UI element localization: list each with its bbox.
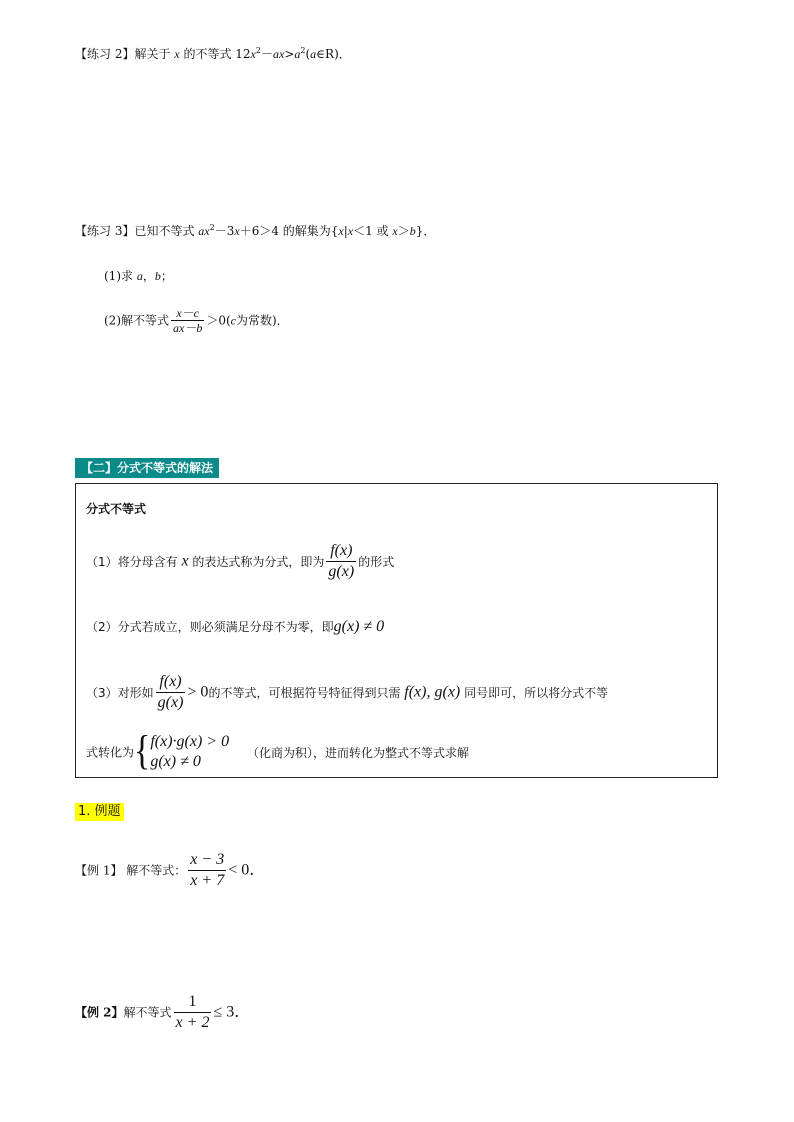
exercise-2-text: 解关于 xyxy=(134,47,171,61)
case-line-2: g(x) ≠ 0 xyxy=(150,753,201,770)
example-2-label: 【例 2】 xyxy=(75,1005,124,1020)
box-point-4 xyxy=(86,732,469,774)
knowledge-box xyxy=(75,483,718,778)
punctuation: ， xyxy=(142,269,155,283)
fraction-denominator: x + 2 xyxy=(175,1014,210,1031)
left-brace-icon: { xyxy=(134,732,151,774)
exercise-3-label: 【练习 3】 xyxy=(75,224,135,238)
math-var: b xyxy=(154,269,161,283)
box-text: （1）将分母含有 xyxy=(86,555,178,569)
math-op: }． xyxy=(415,224,436,238)
example-1-text: 解不等式： xyxy=(126,863,187,878)
box-text: （3）对形如 xyxy=(86,686,154,700)
question-label: (1)求 xyxy=(104,269,133,283)
question-label: (2)解不等式 xyxy=(104,313,169,328)
box-text: 式转化为 xyxy=(86,745,135,760)
math-expression: f(x), g(x) xyxy=(404,683,461,701)
math-var: x xyxy=(392,224,398,238)
example-1-label: 【例 1】 xyxy=(75,863,123,878)
fraction-numerator: f(x) xyxy=(159,673,182,690)
exercise-3-text: ＜1 或 xyxy=(353,224,389,238)
math-op: > 0 xyxy=(187,683,209,701)
exercise-3-text: 为常数)． xyxy=(235,313,289,328)
box-text: 的形式 xyxy=(358,555,395,569)
math-var: x xyxy=(338,224,344,238)
math-op: ∈R)． xyxy=(316,47,351,61)
fraction xyxy=(174,992,212,1033)
exponent: 2 xyxy=(255,46,261,55)
case-system xyxy=(150,732,229,772)
box-point-3 xyxy=(86,672,608,713)
box-point-2 xyxy=(86,618,384,636)
examples-heading: 1. 例题 xyxy=(75,803,124,821)
math-op: ( xyxy=(305,47,311,61)
case-line-1: f(x)·g(x) > 0 xyxy=(150,733,230,750)
box-text: 同号即可，所以将分式不等 xyxy=(464,686,609,700)
exercise-3-text: 已知不等式 xyxy=(134,224,195,238)
fraction-numerator: f(x) xyxy=(330,542,353,559)
math-op: < 0． xyxy=(228,861,266,879)
fraction-numerator: 1 xyxy=(188,993,197,1010)
math-var: x xyxy=(234,224,240,238)
math-op: ＞ xyxy=(397,224,410,238)
punctuation: ； xyxy=(160,269,173,283)
box-point-1 xyxy=(86,541,394,582)
math-var: a xyxy=(310,47,317,61)
math-expression: g(x) ≠ 0 xyxy=(333,618,385,635)
example-2-text: 解不等式 xyxy=(123,1005,172,1020)
math-op: ＞0( xyxy=(206,313,231,328)
math-var: x xyxy=(250,47,256,61)
example-2 xyxy=(75,992,250,1033)
fraction xyxy=(171,306,204,335)
fraction-denominator: x + 7 xyxy=(190,872,225,889)
fraction xyxy=(188,850,226,891)
exponent: 2 xyxy=(300,46,306,55)
box-text: 的表达式称为分式，即为 xyxy=(192,555,325,569)
box-text: （2）分式若成立，则必须满足分母不为零，即 xyxy=(86,620,334,634)
math-var: ax xyxy=(198,224,210,238)
math-var: a xyxy=(136,269,143,283)
fraction-denominator: g(x) xyxy=(328,563,355,580)
box-text: （化商为积），进而转化为整式不等式求解 xyxy=(246,745,469,760)
fraction xyxy=(326,541,356,582)
math-var: c xyxy=(230,313,236,328)
math-var: ax xyxy=(272,47,285,61)
math-var: b xyxy=(409,224,416,238)
exercise-2-text: 的不等式 12 xyxy=(183,47,251,61)
math-op: －3 xyxy=(214,224,235,238)
math-op: > xyxy=(284,47,295,61)
exercise-3 xyxy=(75,223,435,241)
math-op: ≤ 3． xyxy=(213,1003,251,1021)
fraction-numerator: x－c xyxy=(176,306,199,320)
math-var: a xyxy=(294,47,301,61)
section-header: 【二】分式不等式的解法 xyxy=(75,458,219,478)
exercise-2-label: 【练习 2】 xyxy=(75,47,135,61)
exercise-2 xyxy=(75,46,351,64)
exercise-3-question-2 xyxy=(104,306,289,335)
box-text: 的不等式，可根据符号特征得到只需 xyxy=(208,686,401,700)
fraction-denominator: g(x) xyxy=(157,694,184,711)
math-var: x xyxy=(347,224,354,238)
fraction-denominator: ax－b xyxy=(173,321,203,335)
example-1 xyxy=(75,850,265,891)
exercise-3-question-1 xyxy=(104,268,173,284)
box-title: 分式不等式 xyxy=(86,502,147,516)
math-var: x xyxy=(174,47,180,61)
fraction-numerator: x − 3 xyxy=(190,851,225,868)
fraction xyxy=(156,672,186,713)
exponent: 2 xyxy=(209,223,215,232)
math-op: － xyxy=(260,47,273,61)
math-op: | xyxy=(343,224,348,238)
exercise-3-text: ＋6＞4 的解集为{ xyxy=(239,224,339,238)
math-var: x xyxy=(181,552,189,570)
